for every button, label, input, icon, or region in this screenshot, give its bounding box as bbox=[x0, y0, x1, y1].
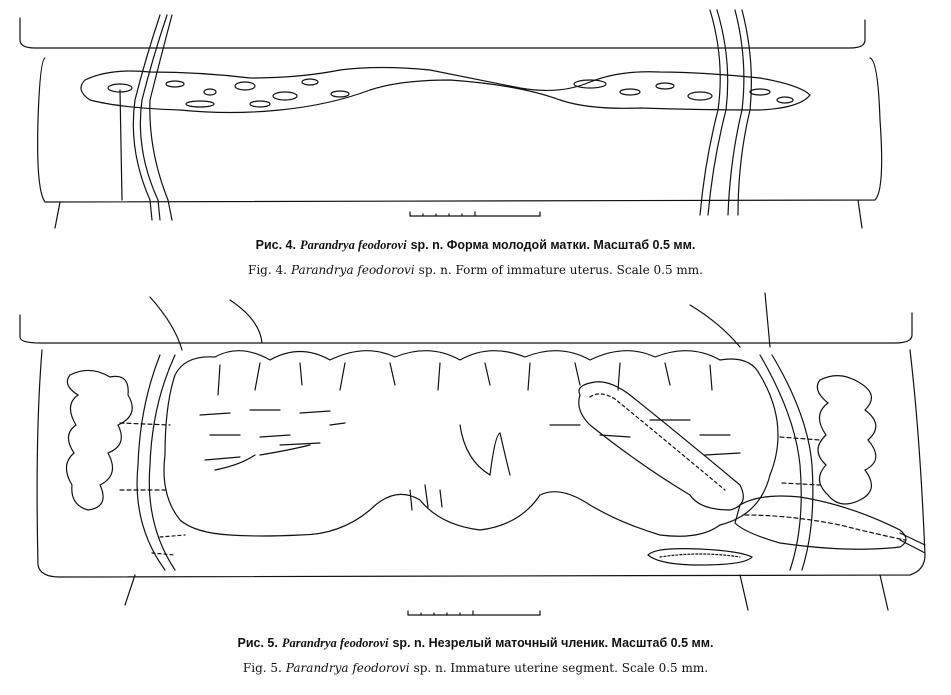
figure-5-label-en: Fig. 5. bbox=[242, 661, 282, 675]
figure-4-caption-en bbox=[0, 263, 951, 277]
figure-4-drawing bbox=[0, 0, 951, 235]
figure-4-label-en: Fig. 4. bbox=[248, 263, 287, 277]
scale-bar-fig5 bbox=[408, 611, 540, 615]
scale-bar-fig4 bbox=[410, 212, 540, 216]
figure-5-caption-en bbox=[0, 661, 951, 675]
figure-4-caption-text-ru: sp. n. Форма молодой матки. Масштаб 0.5 мм. bbox=[410, 238, 696, 252]
figure-5-label-ru: Рис. 5. bbox=[237, 636, 278, 650]
figure-5-caption-text-en: sp. n. Immature uterine segment. Scale 0.5 mm. bbox=[413, 661, 709, 675]
figure-4-species-en: Parandrya feodorovi bbox=[290, 263, 415, 277]
figure-4-label-ru: Рис. 4. bbox=[255, 238, 296, 252]
figure-5-species-en: Parandrya feodorovi bbox=[285, 661, 410, 675]
figure-4-species-ru: Parandrya feodorovi bbox=[299, 238, 407, 252]
figure-5-caption-text-ru: sp. n. Незрелый маточный членик. Масштаб 0.5 мм. bbox=[392, 636, 714, 650]
figure-5-species-ru: Parandrya feodorovi bbox=[281, 636, 389, 650]
figure-5-drawing bbox=[0, 285, 951, 630]
figure-5-caption-ru bbox=[0, 636, 951, 651]
figure-4-caption-ru bbox=[0, 238, 951, 253]
figure-4-caption-text-en: sp. n. Form of immature uterus. Scale 0.5 mm. bbox=[418, 263, 703, 277]
